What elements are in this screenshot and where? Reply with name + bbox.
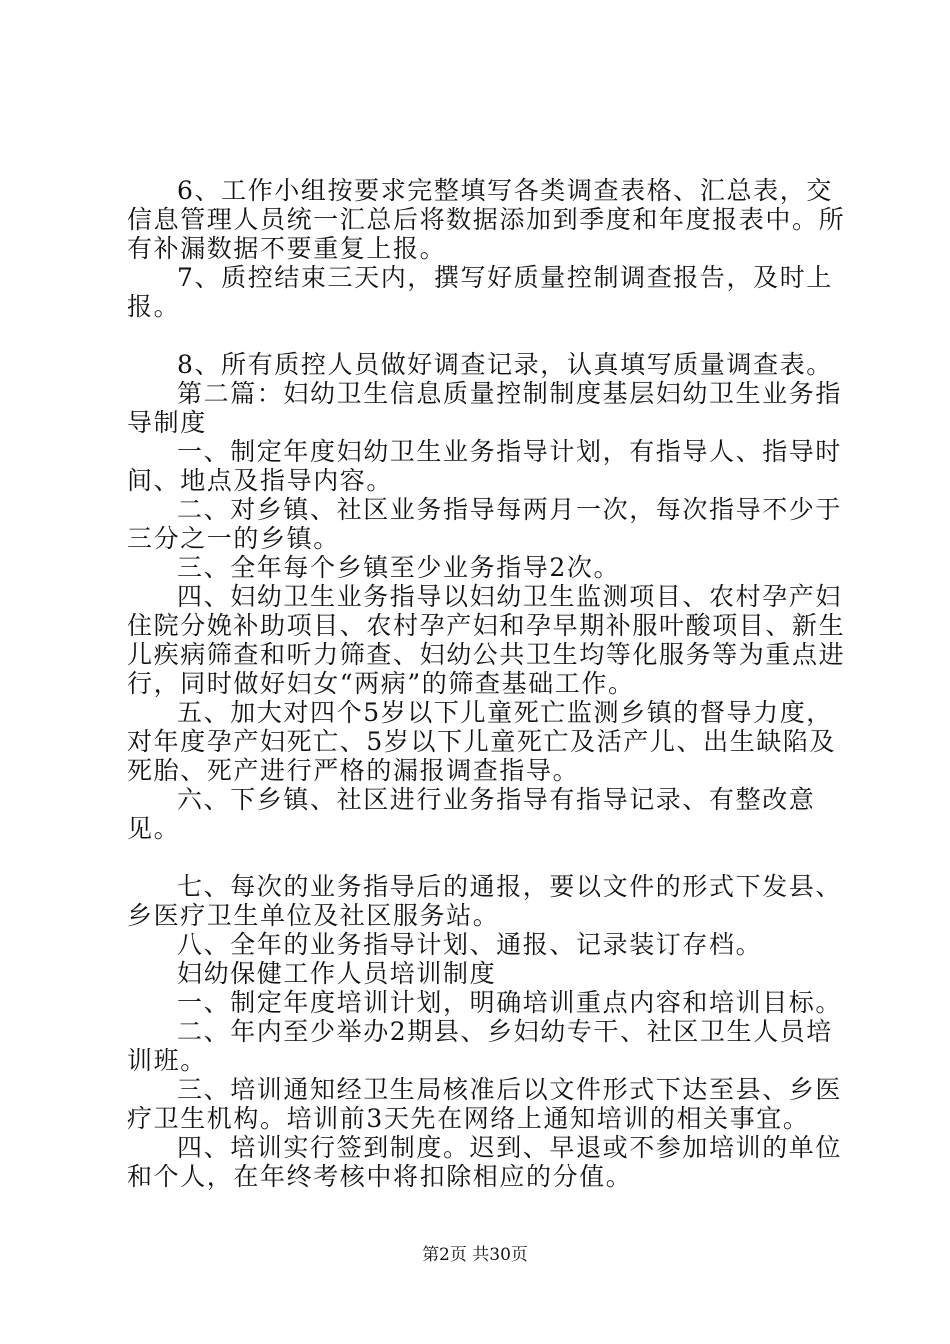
paragraph: 7、质控结束三天内，撰写好质量控制调查报告，及时上报。 [127,263,833,321]
section-heading: 妇幼保健工作人员培训制度 [177,959,497,988]
paragraph: 二、年内至少举办2期县、乡妇幼专干、社区卫生人员培训班。 [127,1017,833,1075]
paragraph: 四、妇幼卫生业务指导以妇幼卫生监测项目、农村孕产妇住院分娩补助项目、农村孕产妇和孕早期补服叶酸项目、新生儿疾病筛查和听力筛查、妇幼公共卫生均等化服务等为重点进行，同时做好妇女“两病”的筛查基础工作。 [127,582,846,698]
paragraph: 五、加大对四个5岁以下儿童死亡监测乡镇的督导力度，对年度孕产妇死亡、5岁以下儿童死亡及活产儿、出生缺陷及死胎、死产进行严格的漏报调查指导。 [127,698,837,785]
paragraph: 七、每次的业务指导后的通报，要以文件的形式下发县、乡医疗卫生单位及社区服务站。 [127,872,843,930]
paragraph: 三、培训通知经卫生局核准后以文件形式下达至县、乡医疗卫生机构。培训前3天先在网络上通知培训的相关事宜。 [127,1075,843,1133]
paragraph: 一、制定年度妇幼卫生业务指导计划，有指导人、指导时间、地点及指导内容。 [127,437,843,495]
document-body [127,176,847,1191]
paragraph: 六、下乡镇、社区进行业务指导有指导记录、有整改意见。 [127,785,816,843]
paragraph: 四、培训实行签到制度。迟到、早退或不参加培训的单位和个人，在年终考核中将扣除相应的分值。 [127,1133,843,1191]
section-heading: 第二篇：妇幼卫生信息质量控制制度基层妇幼卫生业务指导制度 [127,379,843,437]
page-number-footer: 第2页 共30页 [422,1245,528,1265]
paragraph: 二、对乡镇、社区业务指导每两月一次，每次指导不少于三分之一的乡镇。 [127,495,843,553]
paragraph: 一、制定年度培训计划，明确培训重点内容和培训目标。 [177,988,843,1017]
paragraph: 八、全年的业务指导计划、通报、记录装订存档。 [177,930,763,959]
paragraph: 三、全年每个乡镇至少业务指导2次。 [177,553,621,582]
paragraph: 8、所有质控人员做好调查记录，认真填写质量调查表。 [177,350,833,379]
paragraph: 6、工作小组按要求完整填写各类调查表格、汇总表，交信息管理人员统一汇总后将数据添加到季度和年度报表中。所有补漏数据不要重复上报。 [127,176,846,263]
